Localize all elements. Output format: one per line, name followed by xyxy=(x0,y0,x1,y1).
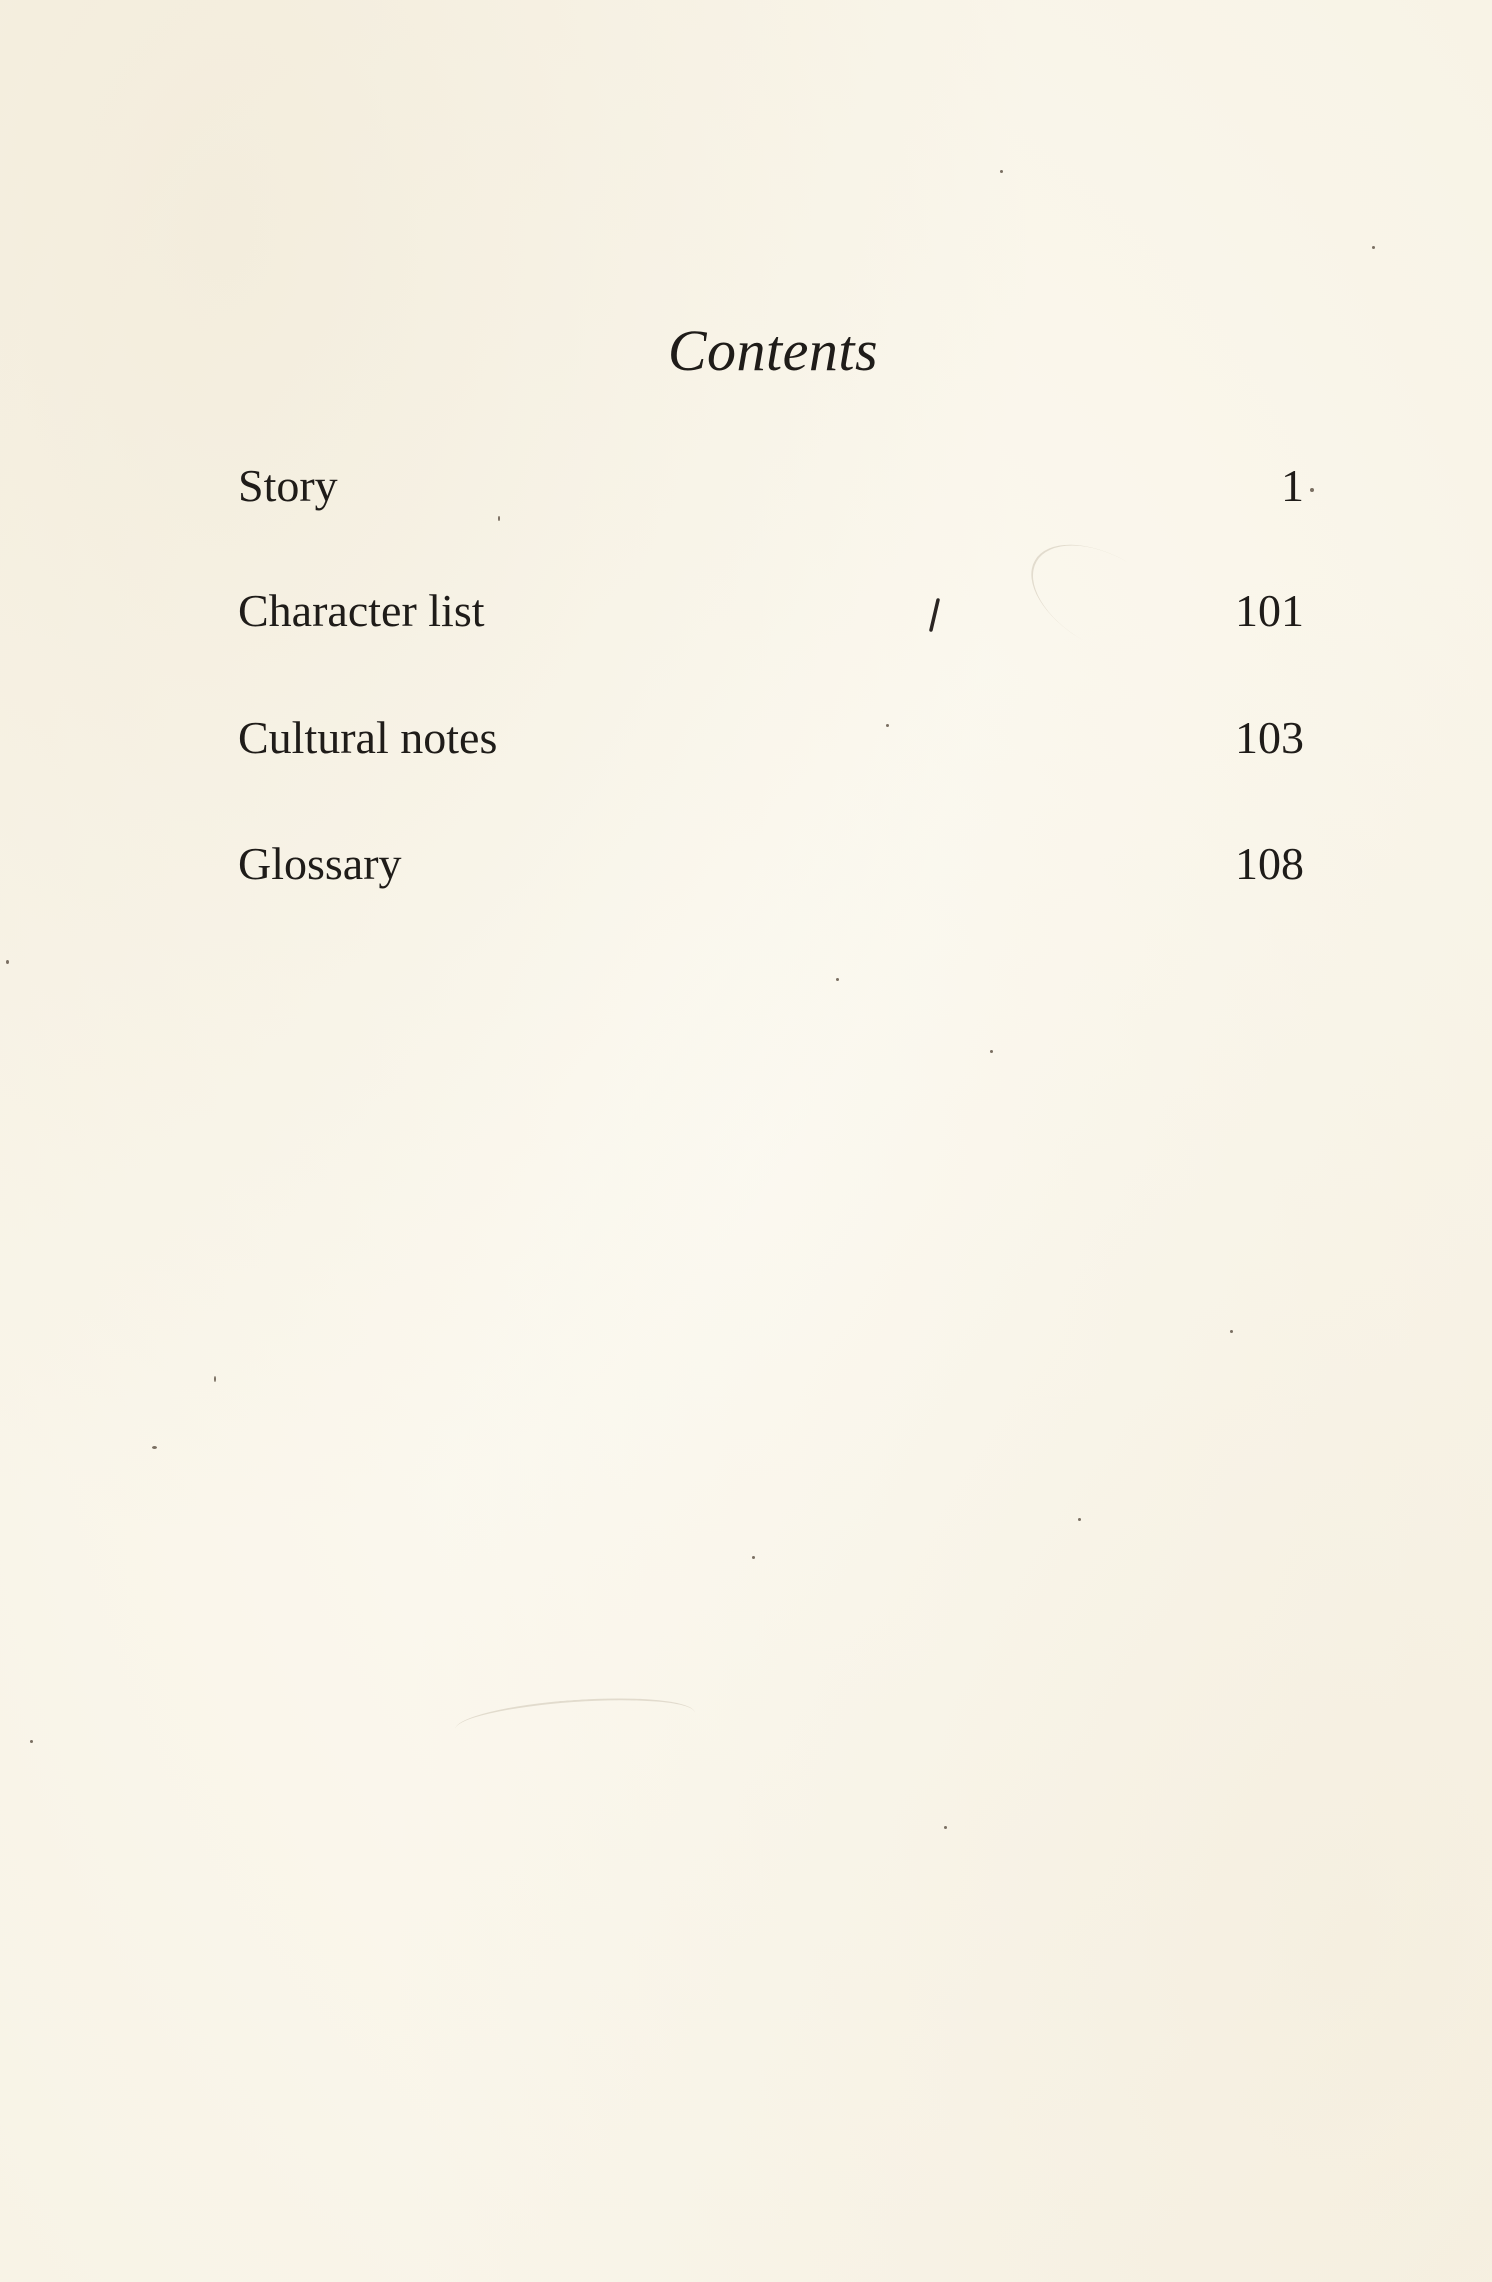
toc-entry-page-number: 108 xyxy=(1235,838,1304,889)
paper-speck xyxy=(886,724,889,727)
toc-entry-label: Story xyxy=(238,460,338,511)
paper-speck xyxy=(990,1050,993,1053)
paper-speck xyxy=(498,516,500,521)
paper-speck xyxy=(1078,1518,1081,1521)
toc-entry-label: Glossary xyxy=(238,838,402,889)
paper-scuff xyxy=(454,1692,696,1751)
paper-scuff xyxy=(1012,522,1197,681)
toc-entry-label: Cultural notes xyxy=(238,712,498,763)
paper-speck xyxy=(30,1740,33,1743)
toc-entry-page-number: 101 xyxy=(1235,585,1304,636)
paper-speck xyxy=(6,960,9,964)
toc-entry-page-number: 103 xyxy=(1235,712,1304,763)
pencil-tick-mark xyxy=(927,598,941,632)
paper-speck xyxy=(836,978,839,981)
paper-speck xyxy=(214,1376,216,1382)
paper-speck xyxy=(1230,1330,1233,1333)
paper-speck xyxy=(1000,170,1003,173)
paper-speck xyxy=(944,1826,947,1829)
paper-speck xyxy=(752,1556,755,1559)
paper-speck xyxy=(1310,488,1314,492)
toc-entry-cultural-notes xyxy=(238,708,1304,768)
toc-entry-story xyxy=(238,456,1304,516)
toc-entry-page-number: 1 xyxy=(1281,460,1304,511)
paper-speck xyxy=(1372,246,1375,249)
paper-speck xyxy=(152,1446,157,1449)
toc-entry-glossary xyxy=(238,834,1304,894)
contents-heading: Contents xyxy=(667,318,879,383)
toc-entry-label: Character list xyxy=(238,585,485,636)
